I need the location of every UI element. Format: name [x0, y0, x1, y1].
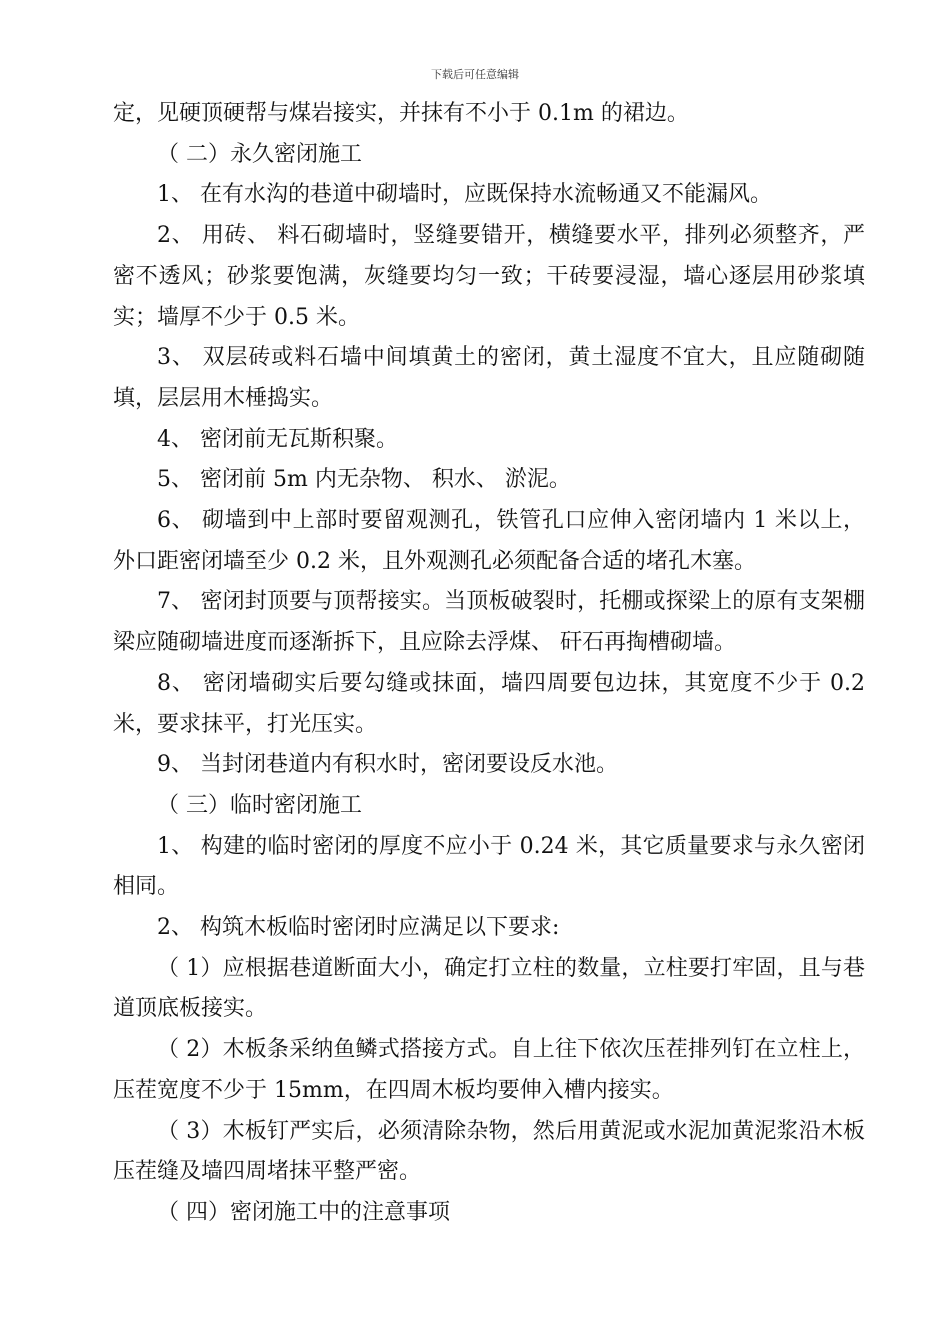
document-body — [113, 94, 865, 1234]
paragraph: （ 1）应根据巷道断面大小，确定打立柱的数量，立柱要打牢固，且与巷道顶底板接实。 — [113, 955, 865, 1022]
paragraph: （ 四）密闭施工中的注意事项 — [157, 1199, 450, 1225]
paragraph: 2、 构筑木板临时密闭时应满足以下要求: — [157, 915, 560, 941]
paragraph: 9、 当封闭巷道内有积水时，密闭要设反水池。 — [157, 752, 618, 778]
page-header: 下载后可任意编辑 — [431, 68, 519, 81]
paragraph: 8、 密闭墙砌实后要勾缝或抹面，墙四周要包边抹，其宽度不少于 0.2 米，要求抹平，打光压实。 — [113, 670, 865, 737]
paragraph: 7、 密闭封顶要与顶帮接实。当顶板破裂时，托棚或探梁上的原有支架棚梁应随砌墙进度而逐渐拆下，且应除去浮煤、 矸石再掏槽砌墙。 — [113, 589, 865, 656]
paragraph: 3、 双层砖或料石墙中间填黄土的密闭，黄土湿度不宜大，且应随砌随填，层层用木棰捣实。 — [113, 345, 865, 411]
paragraph: 2、 用砖、 料石砌墙时，竖缝要错开，横缝要水平，排列必须整齐，严密不透风；砂浆要饱满，灰缝要均匀一致；干砖要浸湿，墙心逐层用砂浆填实；墙厚不少于 0.5 米。 — [113, 223, 865, 330]
paragraph: 6、 砌墙到中上部时要留观测孔，铁管孔口应伸入密闭墙内 1 米以上，外口距密闭墙至少 0.2 米，且外观测孔必须配备合适的堵孔木塞。 — [113, 508, 865, 574]
paragraph: （ 三）临时密闭施工 — [157, 792, 362, 818]
paragraph: 4、 密闭前无瓦斯积聚。 — [157, 426, 398, 452]
paragraph: 1、 在有水沟的巷道中砌墙时，应既保持水流畅通又不能漏风。 — [157, 182, 772, 208]
paragraph: （ 2）木板条采纳鱼鳞式搭接方式。自上往下依次压茬排列钉在立柱上，压茬宽度不少于 15mm，在四周木板均要伸入槽内接实。 — [113, 1037, 865, 1103]
paragraph: 定，见硬顶硬帮与煤岩接实，并抹有不小于 0.1m 的裙边。 — [113, 101, 689, 126]
paragraph: 1、 构建的临时密闭的厚度不应小于 0.24 米，其它质量要求与永久密闭相同。 — [113, 833, 865, 900]
paragraph: （ 二）永久密闭施工 — [157, 141, 362, 167]
paragraph: 5、 密闭前 5m 内无杂物、 积水、 淤泥。 — [157, 467, 571, 493]
paragraph: （ 3）木板钉严实后，必须清除杂物，然后用黄泥或水泥加黄泥浆沿木板压茬缝及墙四周堵抹平整严密。 — [113, 1118, 865, 1185]
